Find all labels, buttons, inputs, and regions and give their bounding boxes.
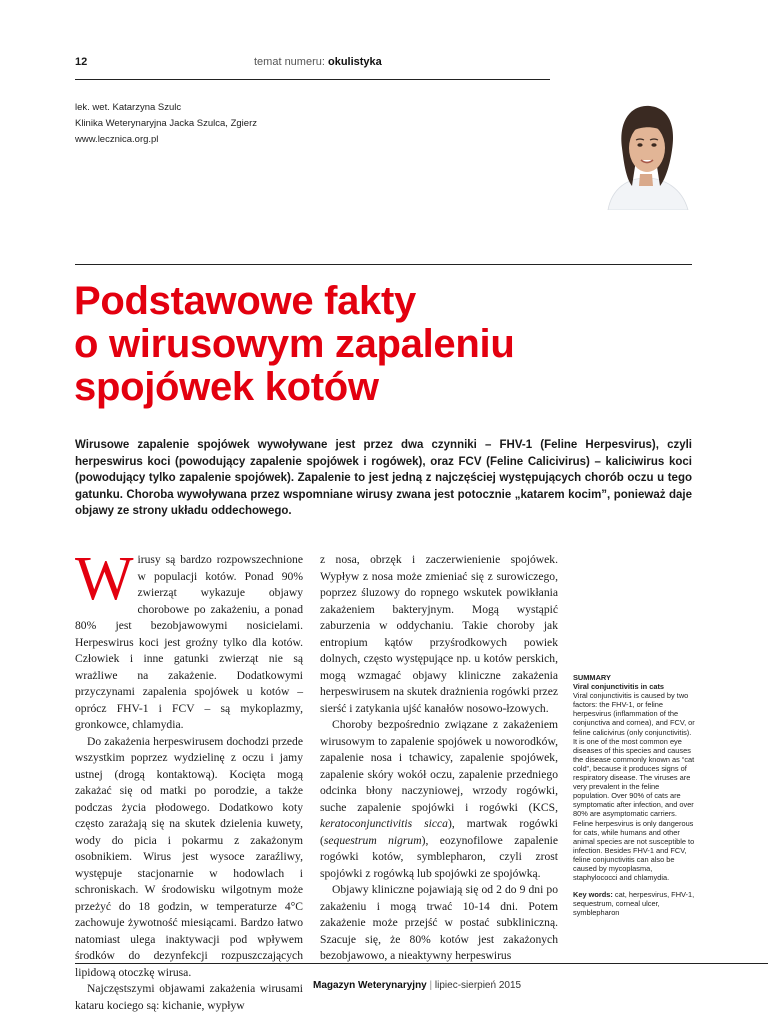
author-name: lek. wet. Katarzyna Szulc: [75, 102, 182, 113]
italic-term: sequestrum nigrum: [323, 833, 422, 847]
summary-heading: Viral conjunctivitis in cats: [573, 682, 665, 692]
footer: [313, 980, 521, 991]
author-photo: [600, 100, 692, 210]
keywords-label: Key words:: [573, 890, 613, 900]
paragraph-text: ), eozynofilowe zapalenie rogówki kotów, symblepharon, czyli zrost spojówki z rogówką lub spojówki ze spojówką.: [320, 833, 558, 880]
summary-keywords: [573, 890, 695, 917]
paragraph: Do zakażenia herpeswirusem dochodzi przede wszystkim poprzez wydzielinę z oczu i jamy ustnej (drogą kontaktową). Kocięta mogą zakażać się od matki po porodzie, a także podczas życia płodowego. Dodatkowo koty często zarażają się na skutek dzielenia kuwety, wody do picia i pokarmu z zakażonym osobnikiem. Wirus jest wysoce zaraźliwy, występuje stacjonarnie w hodowlach i schroniskach. W środowisku wilgotnym może przeżyć do 18 godzin, w temperaturze 4°C zachowuje żywotność miesiącami. Bardzo łatwo natomiast ulega inaktywacji pod wpływem środków do dezynfekcji rozpuszczających lipidową otoczkę wirusa.: [75, 734, 303, 979]
author-website: www.lecznica.org.pl: [75, 134, 159, 145]
paragraph: [320, 717, 558, 882]
footer-magazine: Magazyn Weterynaryjny: [313, 980, 427, 991]
footer-issue: lipiec-sierpień 2015: [434, 980, 522, 991]
footer-rule: [75, 963, 768, 964]
header-rule: [75, 79, 550, 80]
paragraph-text: irusy są bardzo rozpowszechnione w populacji kotów. Ponad 90% zwierząt wykazuje objawy chorobowe po zakażeniu, a ponad 80% jest bezobjawowymi nosicielami. Herpeswirus koci jest groźny tylko dla kotów. Człowiek i inne gatunki zwierząt nie są wrażliwe na zakażenie. Dodatkowymi przyczynami zapalenia spojówek u kotów – oprócz FHV-1 i FCV – są mykoplazmy, gronkowce, chlamydia.: [75, 553, 303, 731]
paragraph: z nosa, obrzęk i zaczerwienienie spojówek. Wypływ z nosa może zmieniać się z surowiczego, poprzez śluzowy do ropnego wskutek powikłania zakażeniem bakteryjnym. Mogą wystąpić zaburzenia w oddychaniu. Takie choroby jak entropium kątów przyśrodkowych powiek dolnych, często występujące np. u kotów perskich, mogą wzmagać objawy kliniczne zakażenia herpeswirusem na skutek drażnienia rogówki przez sierść i zatykania ujść kanałów nosowo-łzowych.: [320, 553, 558, 715]
body-column-1: [75, 545, 303, 1014]
title-top-rule: [75, 264, 692, 265]
page-number: 12: [75, 56, 88, 68]
body-column-2: [320, 552, 558, 965]
title-line-3: spojówek kotów: [74, 365, 379, 409]
paragraph: [75, 545, 303, 734]
title-line-2: o wirusowym zapaleniu: [74, 322, 515, 366]
summary-body: Viral conjunctivitis is caused by two factors: the FHV-1, or feline herpesvirus (inflammation of the conjunctiva and cornea), and FCV, or feline calicivirus (only conjunctivitis). It is one of the most common eye diseases of this species and causes the disease commonly known as “cat cold”, because it produces signs of respiratory disease. The viruses are very prevalent in the feline population. Over 90% of cats are symptomatic after infection, and over 80% are asymptomatic carriers. Feline herpesvirus is only dangerous for cats, while humans and other animal species are not susceptible to infection. Besides FHV-1 and FCV, feline conjunctivitis can also be caused by mycoplasma, staphylococci and chlamydia.: [573, 691, 695, 883]
footer-separator: |: [429, 980, 433, 991]
title-line-1: Podstawowe fakty: [74, 279, 416, 323]
section-name: okulistyka: [327, 56, 382, 68]
section-prefix: temat numeru:: [254, 56, 325, 68]
summary-box: [573, 673, 695, 917]
paragraph-text: Choroby bezpośrednio związane z zakażeniem wirusowym to zapalenie spojówek u noworodków, zapalenie nosa i tchawicy, zapalenie spojówek, zapalenie skóry wokół oczu, zapalenie przedniego odcinka błony naczyniowej, wrzody rogówki, suche zapalenie spojówki i rogówki (KCS,: [320, 718, 558, 814]
article-lead: Wirusowe zapalenie spojówek wywoływane jest przez dwa czynniki – FHV-1 (Feline Herpesvirus), czyli herpeswirus koci (powodujący zapalenie spojówek i rogówek), oraz FCV (Feline Calicivirus) – kaliciwirus koci (powodujący tylko zapalenie spojówek). Zapalenie to jest jedną z najczęściej występujących chorób oczu u tego gatunku. Choroba wywoływana przez wspomniane wirusy zwana jest potocznie „katarem kocim”, ponieważ daje objawy ze strony układu oddechowego.: [75, 439, 692, 518]
keywords-text: cat, herpesvirus, FHV-1, sequestrum, corneal ulcer, symblepharon: [573, 890, 695, 918]
article-title: [74, 280, 514, 409]
italic-term: keratoconjunctivitis sicca: [320, 817, 448, 830]
paragraph: Objawy kliniczne pojawiają się od 2 do 9 dni po zakażeniu i mogą trwać 10-14 dni. Potem zakażenie może przejść w postać subkliniczną. Szacuje się, że 80% kotów jest zakażonych bezobjawowo, a nieaktywny herpeswirus: [320, 883, 558, 962]
drop-cap: W: [75, 545, 134, 613]
author-clinic: Klinika Weterynaryjna Jacka Szulca, Zgierz: [75, 118, 257, 129]
section-header: [254, 56, 382, 68]
summary-label: SUMMARY: [573, 673, 611, 682]
paragraph: Najczęstszymi objawami zakażenia wirusami kataru kociego są: kichanie, wypływ: [75, 982, 303, 1012]
paragraph-text: ), martwak rogówki (: [320, 817, 558, 847]
author-block: [75, 100, 257, 148]
